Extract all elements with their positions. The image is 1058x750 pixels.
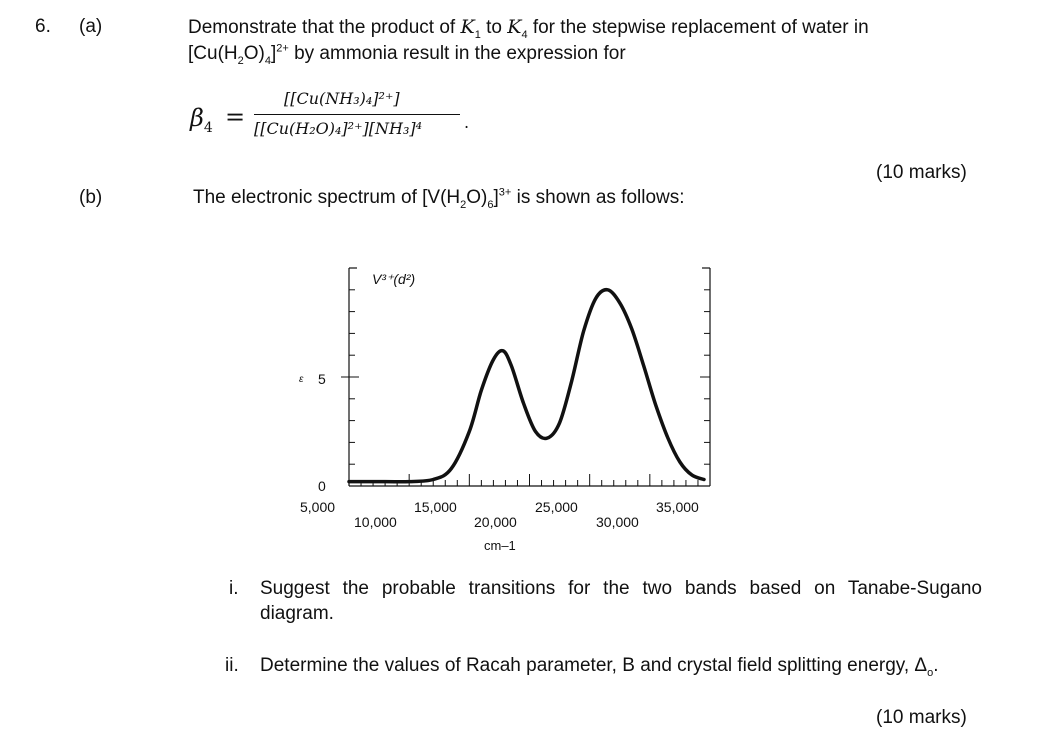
part-a-line-2: $[Cu(H_2O)_4]^{2+}$ by ammonia result in the expression for: [188, 42, 626, 67]
fraction-numerator: [[Cu(NH₃)₄]²⁺]: [284, 89, 400, 108]
sub-question-ii-label: ii.: [225, 655, 239, 676]
part-a-label: (a): [79, 16, 103, 37]
part-b-label: (b): [79, 187, 103, 208]
x-tick-label-25000: 25,000: [535, 499, 578, 515]
chart-ticks: [341, 268, 710, 486]
part-b-marks: (10 marks): [876, 707, 967, 728]
fraction-denominator: [[Cu(H₂O)₄]²⁺][NH₃]⁴: [254, 119, 423, 138]
x-tick-label-20000: 20,000: [474, 514, 517, 530]
fraction-period: .: [464, 113, 470, 132]
chart-title: V³⁺(d²): [372, 271, 416, 287]
sub-question-i-label: i.: [229, 578, 239, 599]
equals-sign: =: [225, 103, 246, 131]
sub-question-i-text: Suggest the probable transitions for the two bands based on Tanabe-Sugano diagram.: [260, 578, 982, 624]
part-b-intro: The electronic spectrum of $[V(H_2O)_6]^{3+}$ is shown as follows:: [193, 186, 685, 211]
chart-frame: [349, 268, 710, 486]
x-tick-label-5000: 5,000: [300, 499, 336, 515]
part-a-marks: (10 marks): [876, 162, 967, 183]
y-axis-label: ε: [299, 374, 304, 385]
x-tick-label-15000: 15,000: [414, 499, 457, 515]
y-tick-label-0: 0: [318, 478, 326, 494]
absorption-curve: [349, 290, 704, 482]
question-number: 6.: [35, 16, 51, 37]
y-tick-label-5: 5: [318, 371, 326, 387]
x-tick-label-10000: 10,000: [354, 514, 397, 530]
beta-symbol: $\beta_4$: [190, 104, 213, 136]
sub-question-ii-text: Determine the values of Racah parameter, B and crystal field splitting energy, $\Delta_o$.: [260, 655, 939, 679]
x-tick-label-30000: 30,000: [596, 514, 639, 530]
x-axis-label: cm–1: [484, 538, 516, 553]
part-a-line-1: Demonstrate that the product of $K_1$ to $K_4$ for the stepwise replacement of water in: [188, 16, 869, 41]
x-tick-label-35000: 35,000: [656, 499, 699, 515]
